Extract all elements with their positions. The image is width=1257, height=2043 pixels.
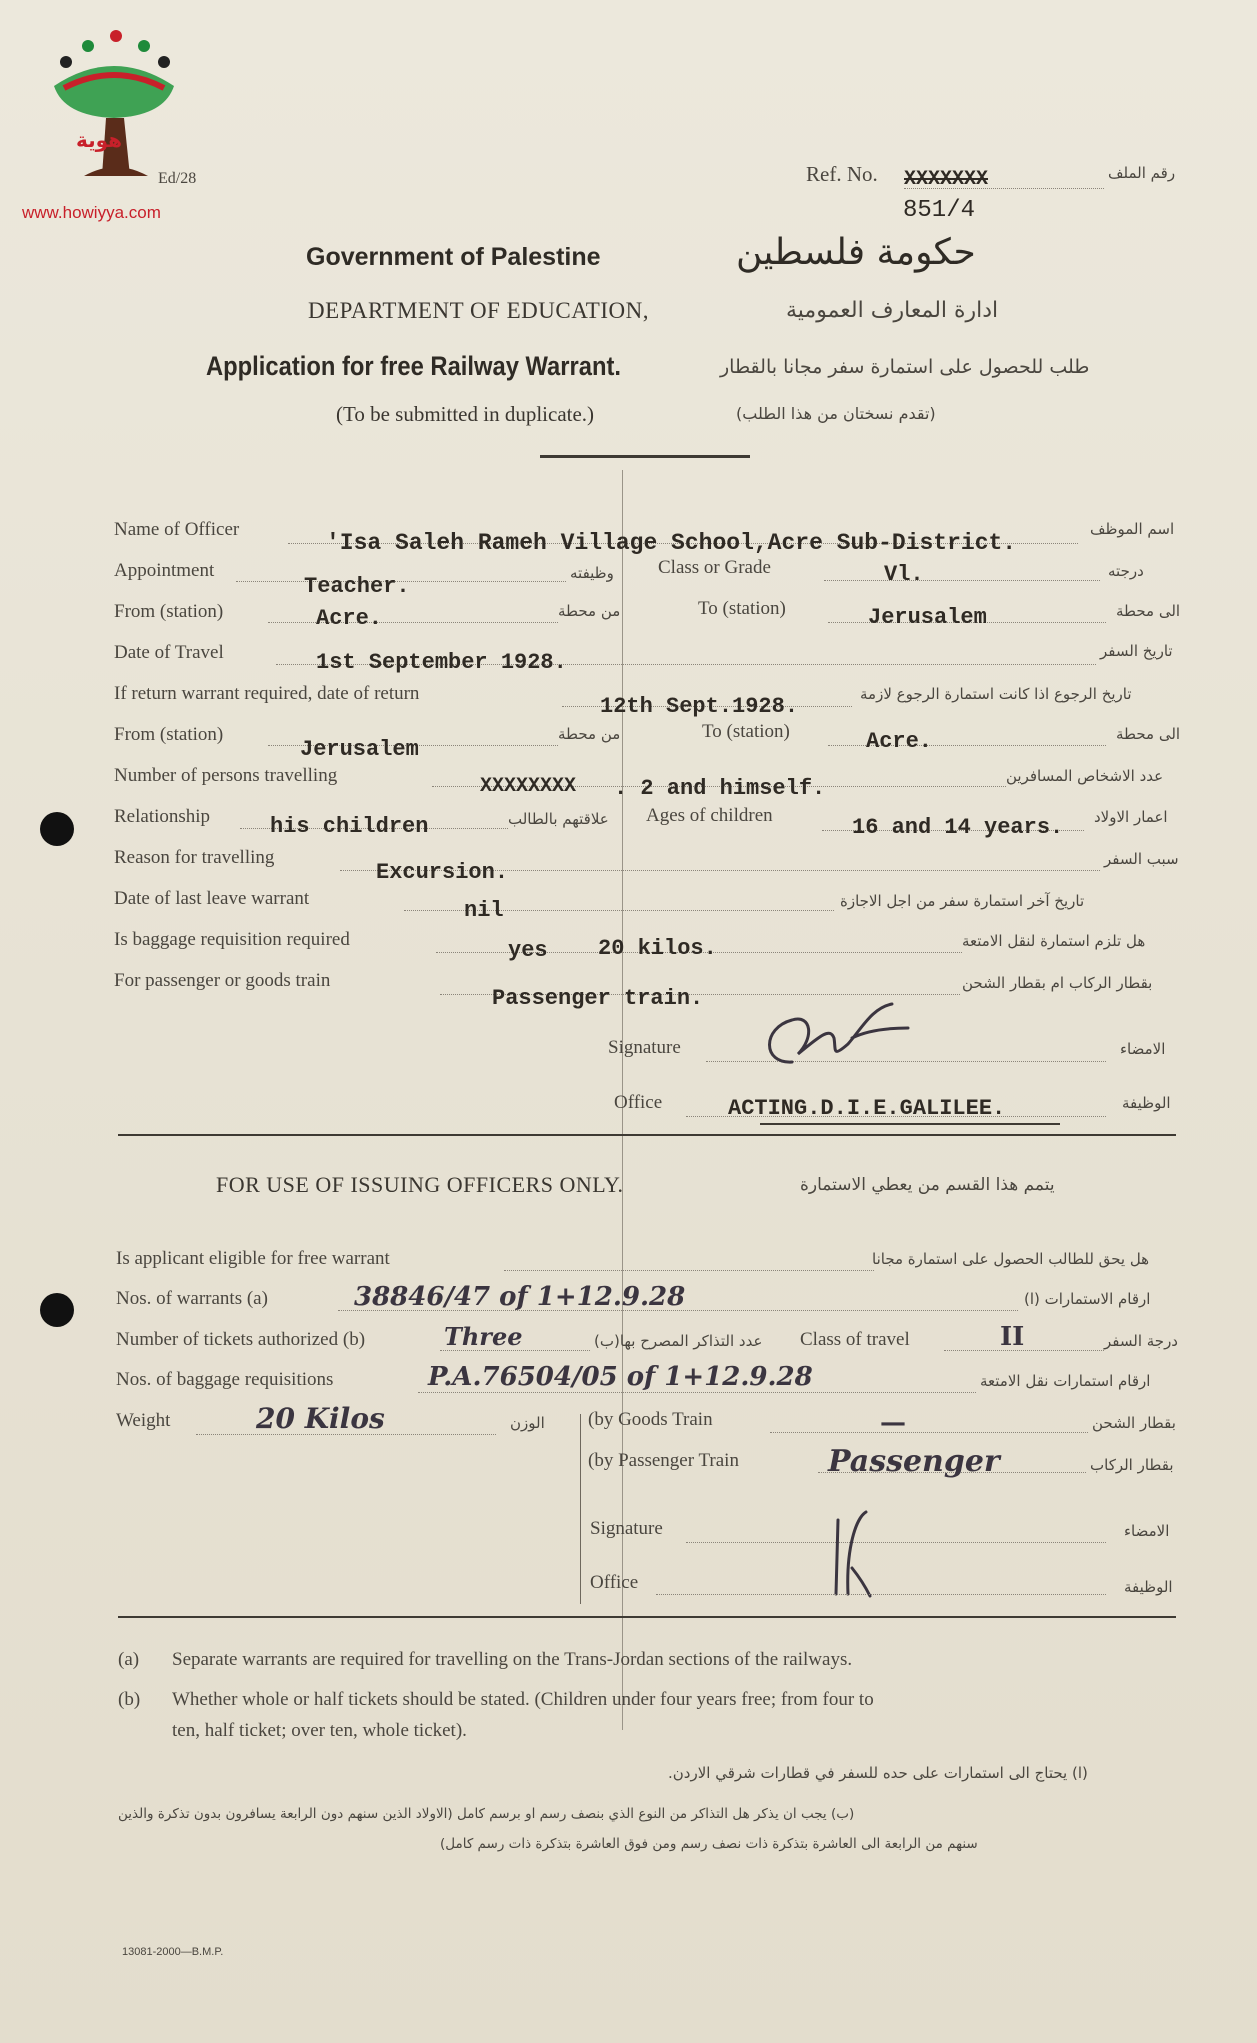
ref-label: Ref. No. xyxy=(806,162,878,186)
leave-value: nil xyxy=(464,898,504,923)
tickets-value: Three xyxy=(444,1322,523,1351)
baggage-req-label: Nos. of baggage requisitions xyxy=(116,1369,334,1390)
pass-label-ar: بقطار الركاب xyxy=(1090,1456,1174,1474)
goods-value: — xyxy=(880,1408,906,1438)
note-b-line2: ten, half ticket; over ten, whole ticket). xyxy=(172,1720,467,1741)
to-label-ar: الى محطة xyxy=(1116,602,1181,620)
weight-label: Weight xyxy=(116,1410,171,1431)
name-label: Name of Officer xyxy=(114,519,240,540)
warrants-label-ar: ارقام الاستمارات (ا) xyxy=(1024,1290,1151,1308)
ref-label-ar: رقم الملف xyxy=(1108,164,1176,182)
issuing-office-line xyxy=(656,1594,1106,1595)
office-value: ACTING.D.I.E.GALILEE. xyxy=(728,1096,1006,1121)
gov-title: Government of Palestine xyxy=(306,243,601,271)
ages-label: Ages of children xyxy=(646,805,773,826)
baggage-req-label-ar: ارقام استمارات نقل الامتعة xyxy=(980,1372,1151,1390)
reason-label-ar: سبب السفر xyxy=(1104,850,1179,868)
return-value: 12th Sept.1928. xyxy=(600,694,799,719)
weight-value: 20 Kilos xyxy=(256,1402,385,1435)
baggage-label-ar: هل تلزم استمارة لنقل الامتعة xyxy=(962,932,1146,950)
print-code: 13081-2000—B.M.P. xyxy=(122,1946,224,1958)
rfrom-value: Jerusalem xyxy=(300,737,419,762)
class-line xyxy=(824,580,1100,581)
class-value: Vl. xyxy=(884,562,924,587)
dept-title: DEPARTMENT OF EDUCATION, xyxy=(308,298,649,323)
appointment-label: Appointment xyxy=(114,560,215,581)
leave-label: Date of last leave warrant xyxy=(114,888,310,909)
form-code: Ed/28 xyxy=(158,170,197,187)
note-ar-b1: (ب) يجب ان يذكر هل التذاكر من النوع الذي بنصف رسم او برسم كامل (الاولاد الذين سنهم دون الرابعة يسافرون بدون تذكرة والذين xyxy=(118,1806,855,1822)
issuing-heading: FOR USE OF ISSUING OFFICERS ONLY. xyxy=(216,1172,624,1197)
form-subtitle: (To be submitted in duplicate.) xyxy=(336,402,595,426)
ref-value: 851/4 xyxy=(903,197,976,224)
baggage-label: Is baggage requisition required xyxy=(114,929,350,950)
note-a-mark: (a) xyxy=(118,1649,140,1670)
office-label-ar: الوظيفة xyxy=(1122,1094,1171,1112)
reason-value: Excursion. xyxy=(376,860,509,885)
issuing-signature-label-ar: الامضاء xyxy=(1124,1522,1170,1540)
persons-label: Number of persons travelling xyxy=(114,765,338,786)
issuing-signature xyxy=(826,1508,876,1600)
note-ar-b2: سنهم من الرابعة الى العاشرة بتذكرة ذات نصف رسم ومن فوق العاشرة بتذكرة ذات رسم كامل) xyxy=(440,1836,978,1852)
goods-label-ar: بقطار الشحن xyxy=(1092,1414,1176,1432)
from-line xyxy=(268,622,558,623)
warrants-value: 38846/47 of 1+12.9.28 xyxy=(354,1282,686,1312)
goods-line xyxy=(770,1432,1088,1433)
notes-divider xyxy=(118,1616,1176,1618)
office-underline xyxy=(760,1123,1060,1125)
issuing-signature-label: Signature xyxy=(590,1518,663,1539)
to-label: To (station) xyxy=(698,598,786,619)
ref-struck: XXXXXXX xyxy=(904,168,989,191)
appointment-label-ar: وظيفته xyxy=(570,564,614,582)
logo-text: هوية xyxy=(76,128,123,152)
issuing-office-label: Office xyxy=(590,1572,639,1593)
header-divider xyxy=(540,455,750,458)
dept-title-ar: ادارة المعارف العمومية xyxy=(786,298,999,323)
ref-dotline xyxy=(904,188,1104,189)
baggage-weight: 20 kilos. xyxy=(598,936,717,961)
office-label: Office xyxy=(614,1092,663,1113)
pass-value: Passenger xyxy=(828,1444,1000,1479)
rto-label: To (station) xyxy=(702,721,790,742)
punch-hole-bottom xyxy=(40,1293,74,1327)
ages-label-ar: اعمار الاولاد xyxy=(1094,808,1168,826)
note-a-text: Separate warrants are required for travelling on the Trans-Jordan sections of the railways. xyxy=(172,1649,853,1670)
note-b-mark: (b) xyxy=(118,1689,141,1710)
issuing-bracket xyxy=(580,1414,581,1604)
site-url: www.howiyya.com xyxy=(22,203,161,222)
train-label: For passenger or goods train xyxy=(114,970,331,991)
relation-value: his children xyxy=(270,814,429,839)
from-label-ar: من محطة xyxy=(558,602,621,620)
travel-class-label: Class of travel xyxy=(800,1329,910,1350)
eligible-label: Is applicant eligible for free warrant xyxy=(116,1248,390,1269)
train-value: Passenger train. xyxy=(492,986,704,1011)
gov-title-ar: حكومة فلسطين xyxy=(736,232,976,273)
section-divider xyxy=(118,1134,1176,1136)
goods-label: (by Goods Train xyxy=(588,1409,713,1430)
train-label-ar: بقطار الركاب ام بقطار الشحن xyxy=(962,974,1153,992)
eligible-label-ar: هل يحق للطالب الحصول على استمارة مجانا xyxy=(872,1250,1150,1268)
eligible-line xyxy=(504,1270,874,1271)
date-value: 1st September 1928. xyxy=(316,650,567,675)
relation-label-ar: علاقتهم بالطالب xyxy=(508,810,609,828)
form-title: Application for free Railway Warrant. xyxy=(206,351,622,381)
travel-class-label-ar: درجة السفر xyxy=(1104,1332,1178,1350)
punch-hole-top xyxy=(40,812,74,846)
issuing-office-label-ar: الوظيفة xyxy=(1124,1578,1173,1596)
return-label: If return warrant required, date of return xyxy=(114,683,420,704)
from-value: Acre. xyxy=(316,606,383,631)
class-label-ar: درجته xyxy=(1108,562,1144,580)
rfrom-label-ar: من محطة xyxy=(558,725,621,743)
date-label-ar: تاريخ السفر xyxy=(1100,642,1173,660)
form-title-ar: طلب للحصول على استمارة سفر مجانا بالقطار xyxy=(720,356,1090,378)
persons-value: . 2 and himself. xyxy=(614,776,826,801)
weight-label-ar: الوزن xyxy=(510,1414,545,1432)
pass-label: (by Passenger Train xyxy=(588,1450,739,1471)
form-subtitle-ar: (تقدم نسختان من هذا الطلب) xyxy=(736,404,936,423)
name-label-ar: اسم الموظف xyxy=(1090,520,1175,538)
travel-class-value: II xyxy=(1000,1322,1025,1352)
name-value: 'Isa Saleh Rameh Village School,Acre Sub-District. xyxy=(326,530,1017,556)
persons-struck: XXXXXXXX xyxy=(480,775,577,798)
officer-signature xyxy=(752,998,912,1074)
rfrom-label: From (station) xyxy=(114,724,224,745)
to-value: Jerusalem xyxy=(868,605,987,630)
baggage-req-line xyxy=(418,1392,976,1393)
relation-label: Relationship xyxy=(114,806,211,827)
signature-label-ar: الامضاء xyxy=(1120,1040,1166,1058)
appointment-value: Teacher. xyxy=(304,574,410,599)
signature-label: Signature xyxy=(608,1037,681,1058)
rto-label-ar: الى محطة xyxy=(1116,725,1181,743)
warrants-label: Nos. of warrants (a) xyxy=(116,1288,268,1309)
from-label: From (station) xyxy=(114,601,224,622)
issuing-signature-line xyxy=(686,1542,1106,1543)
leave-label-ar: تاريخ آخر استمارة سفر من اجل الاجازة xyxy=(840,892,1085,910)
baggage-value: yes xyxy=(508,938,548,963)
persons-label-ar: عدد الاشخاص المسافرين xyxy=(1006,767,1164,785)
baggage-req-value: P.A.76504/05 of 1+12.9.28 xyxy=(428,1362,813,1392)
issuing-heading-ar: يتمم هذا القسم من يعطي الاستمارة xyxy=(800,1175,1055,1195)
date-label: Date of Travel xyxy=(114,642,224,663)
rto-value: Acre. xyxy=(866,729,933,754)
tickets-label-ar: عدد التذاكر المصرح بها(ب) xyxy=(594,1332,763,1350)
class-label: Class or Grade xyxy=(658,557,771,578)
note-ar-a: (ا) يحتاج الى استمارات على حده للسفر في قطارات شرقي الاردن. xyxy=(668,1764,1088,1782)
return-label-ar: تاريخ الرجوع اذا كانت استمارة الرجوع لازمة xyxy=(860,685,1132,703)
reason-label: Reason for travelling xyxy=(114,847,275,868)
note-b-line1: Whether whole or half tickets should be stated. (Children under four years free; from four to xyxy=(172,1689,874,1710)
ages-value: 16 and 14 years. xyxy=(852,815,1064,840)
tickets-label: Number of tickets authorized (b) xyxy=(116,1329,366,1350)
